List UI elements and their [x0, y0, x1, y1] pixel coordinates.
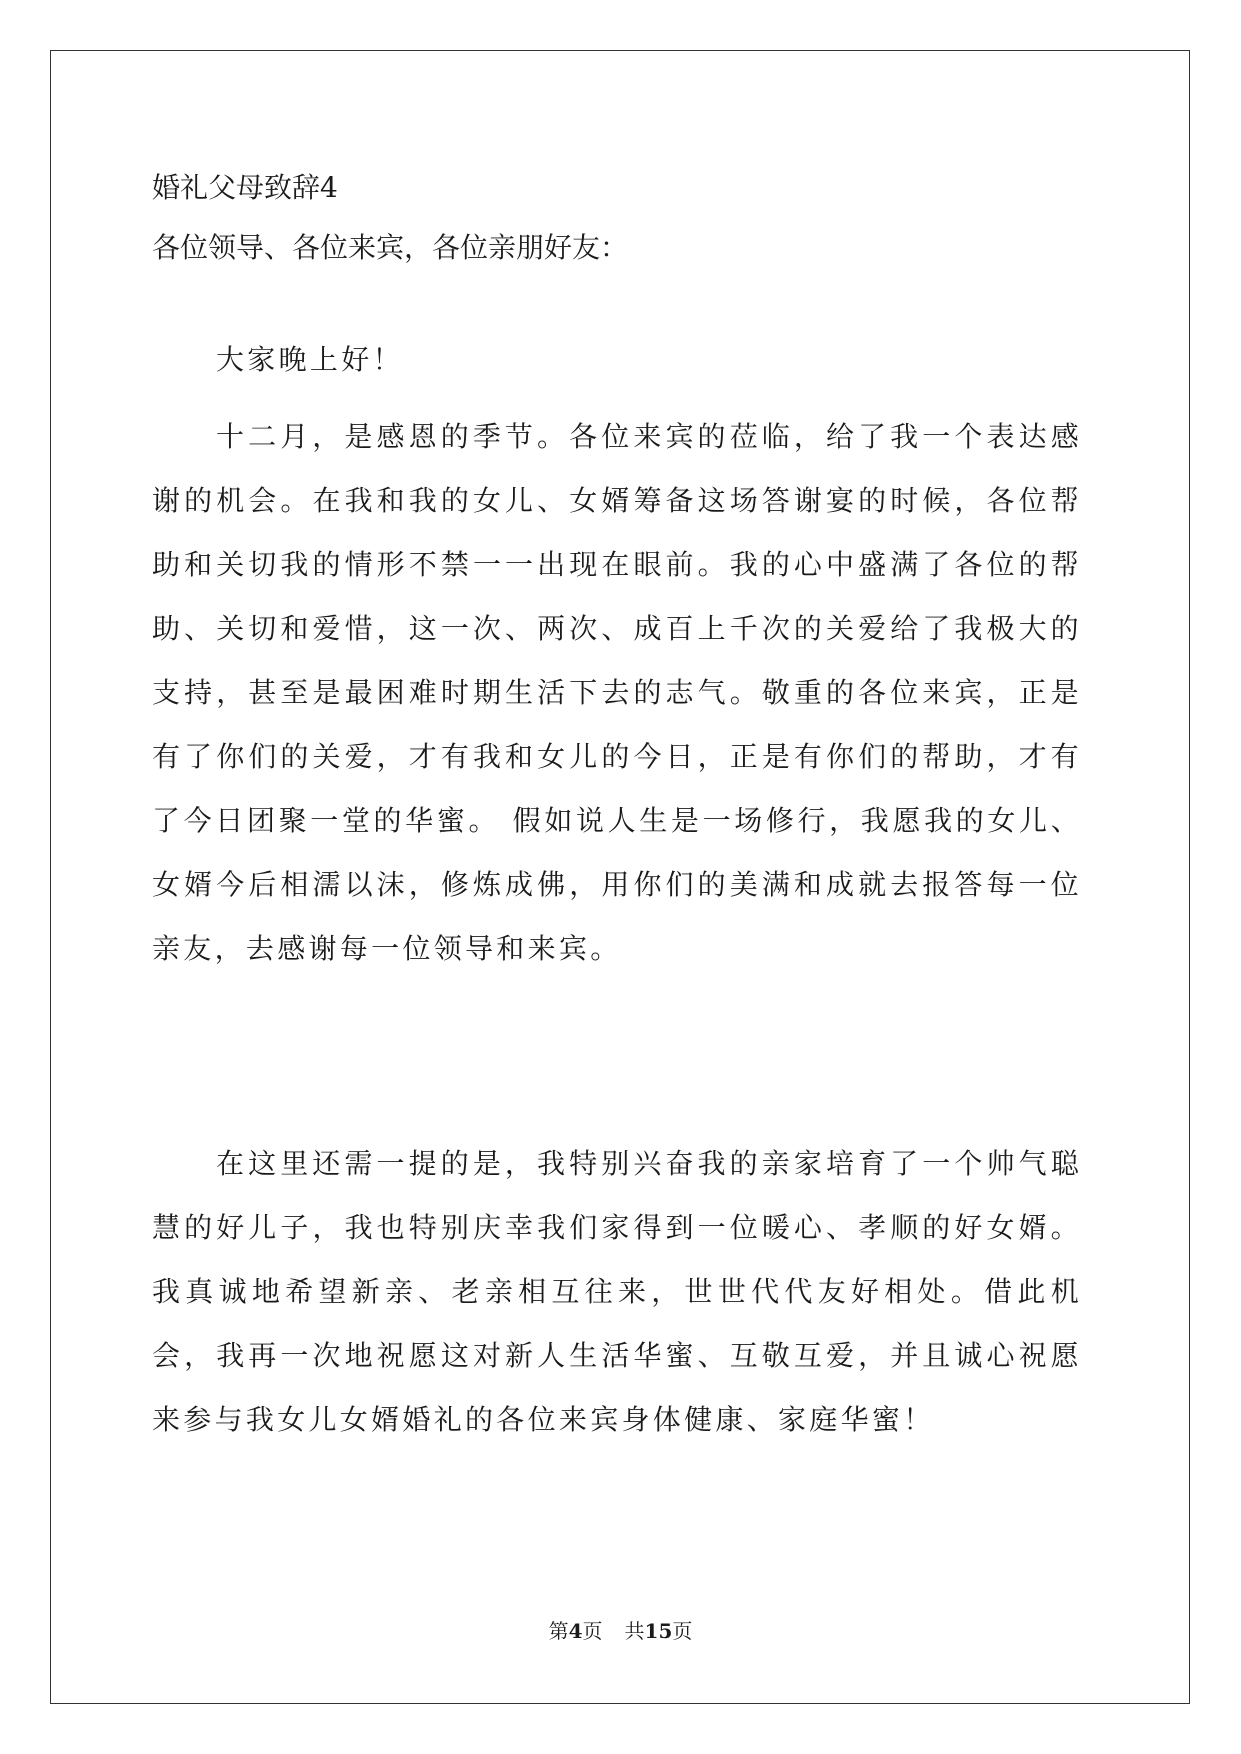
- page-footer: [0, 1618, 1241, 1644]
- paragraph-closing: 在这里还需一提的是，我特别兴奋我的亲家培育了一个帅气聪慧的好儿子，我也特别庆幸我们家得到一位暖心、孝顺的好女婿。我真诚地希望新亲、老亲相互往来，世世代代友好相处。借此机会，我再一次地祝愿这对新人生活华蜜、互敬互爱，并且诚心祝愿来参与我女儿女婿婚礼的各位来宾身体健康、家庭华蜜！: [152, 1147, 1082, 1436]
- document-title: 婚礼父母致辞4: [152, 171, 338, 204]
- salutation: 各位领导、各位来宾，各位亲朋好友：: [152, 231, 629, 264]
- page-suffix: 页: [582, 1619, 603, 1643]
- page-number: 4: [568, 1619, 583, 1643]
- total-pages: 15: [644, 1619, 673, 1643]
- page-prefix: 第: [548, 1619, 569, 1643]
- total-suffix: 页: [672, 1619, 693, 1643]
- total-prefix: 共: [624, 1619, 645, 1643]
- paragraph-main: 十二月，是感恩的季节。各位来宾的莅临，给了我一个表达感谢的机会。在我和我的女儿、女婿筹备这场答谢宴的时候，各位帮助和关切我的情形不禁一一出现在眼前。我的心中盛满了各位的帮助、关切和爱惜，这一次、两次、成百上千次的关爱给了我极大的支持，甚至是最困难时期生活下去的志气。敬重的各位来宾，正是有了你们的关爱，才有我和女儿的今日，正是有你们的帮助，才有了今日团聚一堂的华蜜。 假如说人生是一场修行，我愿我的女儿、女婿今后相濡以沫，修炼成佛，用你们的美满和成就去报答每一位亲友，去感谢每一位领导和来宾。: [152, 420, 1082, 965]
- paragraph-greeting: 大家晚上好！: [216, 343, 404, 376]
